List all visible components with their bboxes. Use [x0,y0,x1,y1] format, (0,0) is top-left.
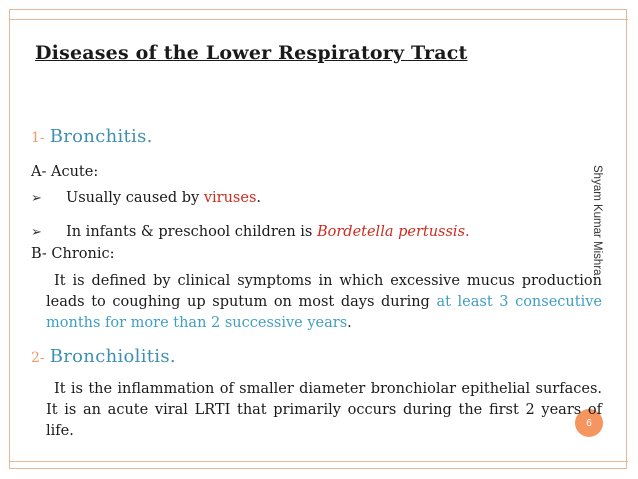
chronic-text: It is defined by clinical symptoms in which excessive mucus production leads to coughing up sputum on most days during [46,273,602,310]
arrow-bullet-icon: ➢ [31,225,42,240]
bullet-item [66,190,261,206]
bullet-text: In infants & preschool children is [66,224,317,240]
highlight-text: Bordetella pertussis [316,224,466,240]
section-heading-bronchitis [31,126,153,147]
section-number: 1- [31,130,45,146]
arrow-bullet-icon: ➢ [31,191,42,206]
bullet-tail: . [256,190,261,206]
bullet-item [66,224,470,240]
author-credit: Shyam Kumar Mishra [591,165,603,276]
bronchiolitis-paragraph: It is the inflammation of smaller diameter bronchiolar epithelial surfaces. It is an acute viral LRTI that primarily occurs during the first 2 years of life. [46,381,602,439]
acute-label: A- Acute: [31,164,99,180]
page-number-badge: 6 [575,409,603,437]
chronic-paragraph [46,271,602,333]
section-heading-bronchiolitis [31,346,176,367]
chronic-tail: . [347,314,352,331]
section-title: Bronchiolitis. [49,346,176,367]
top-rule [9,19,628,20]
section-number: 2- [31,350,45,366]
highlight-text: viruses [203,190,257,206]
bottom-rule [9,461,628,462]
slide-title: Diseases of the Lower Respiratory Tract [35,42,468,64]
chronic-label: B- Chronic: [31,246,115,262]
bullet-text: Usually caused by [66,190,204,206]
section-title: Bronchitis. [49,126,153,147]
chronic-highlight: at least 3 consecutive months for more than 2 successive years [46,293,602,331]
bullet-tail: . [465,224,470,240]
